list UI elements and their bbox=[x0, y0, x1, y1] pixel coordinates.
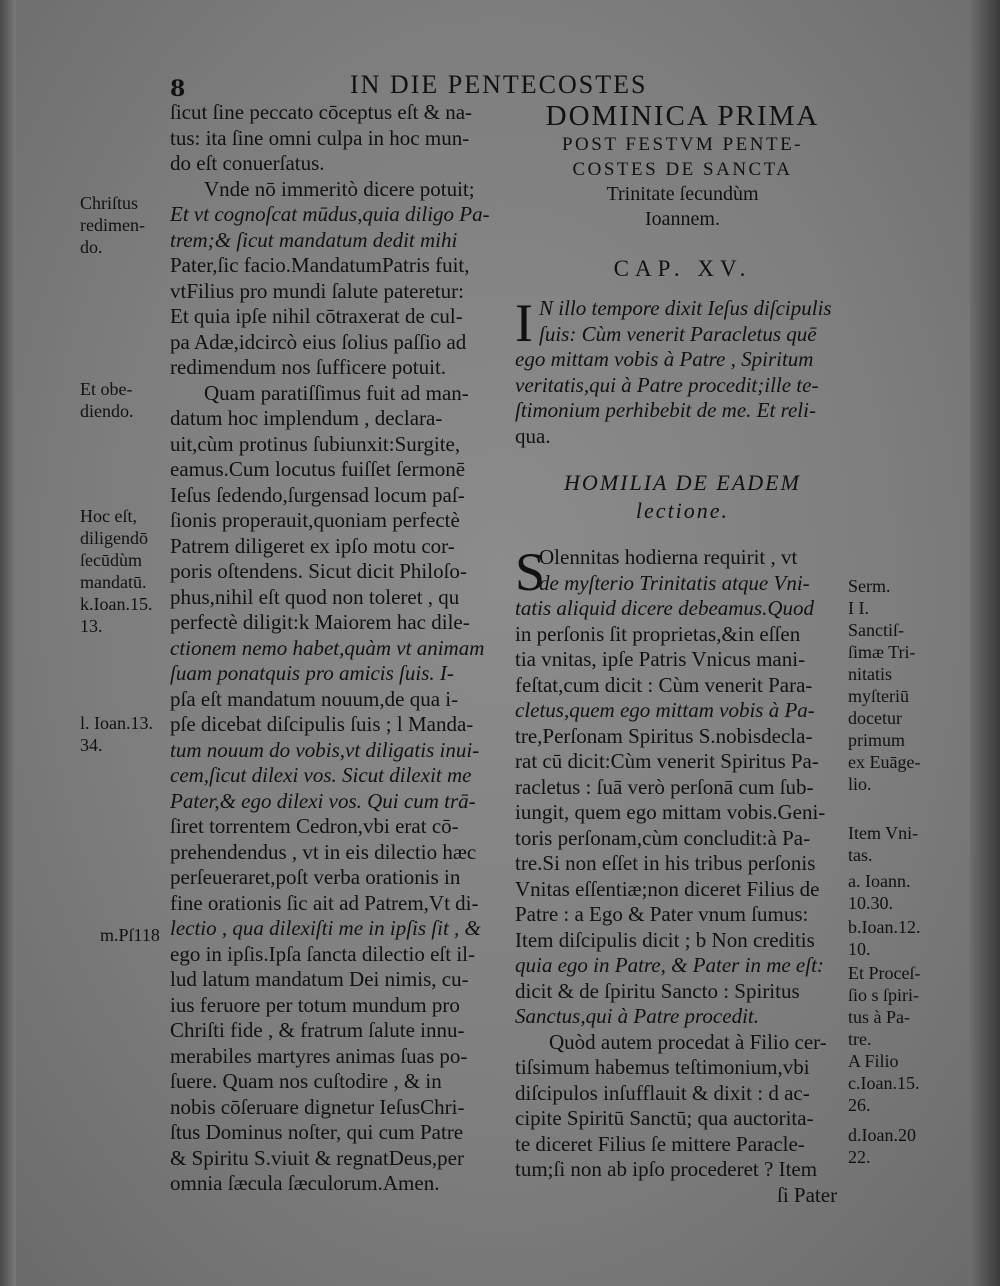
section-subtitle: Ioannem. bbox=[645, 208, 720, 230]
margin-note bbox=[80, 505, 168, 637]
homily-heading: HOMILIA DE EADEM bbox=[564, 470, 801, 495]
text-line: Vnde nō immeritò dicere potuit; bbox=[204, 176, 475, 201]
margin-note bbox=[848, 962, 958, 1050]
text-line: ego mittam vobis à Patre , Spiritum bbox=[515, 347, 814, 371]
margin-note-line: ſecūdùm bbox=[80, 550, 142, 570]
text-line: tum nouum do vobis,vt diligatis inui- bbox=[170, 737, 480, 762]
margin-note-line: Chriſtus bbox=[80, 193, 139, 213]
margin-note-line: Serm. bbox=[848, 576, 891, 596]
homily-text bbox=[515, 542, 850, 1208]
text-line: Quam paratiſſimus fuit ad man- bbox=[204, 380, 469, 405]
drop-cap-letter: S bbox=[515, 542, 546, 602]
text-line: Sanctus,qui à Patre procedit. bbox=[515, 1004, 759, 1028]
margin-note bbox=[848, 575, 958, 795]
text-line: datum hoc implendum , declara- bbox=[170, 406, 443, 430]
margin-note-line: Et obe- bbox=[80, 379, 133, 399]
homily-heading: lectione. bbox=[635, 498, 730, 523]
text-line: redimendum nos ſufficere potuit. bbox=[170, 355, 447, 379]
text-line: perſeueraret,poſt verba orationis in bbox=[170, 865, 461, 889]
text-line: & Spiritu S.viuit & regnatDeus,per bbox=[170, 1145, 464, 1170]
text-line: ſicut ſine peccato cōceptus eſt & na- bbox=[170, 100, 473, 124]
margin-note-line: m.Pſ118 bbox=[100, 925, 160, 945]
text-line: tatis aliquid dicere debeamus.Quod bbox=[515, 596, 815, 620]
margin-note-line: myſteriū bbox=[848, 686, 909, 706]
margin-note-line: 10.30. bbox=[848, 893, 893, 913]
text-line: tus: ita ſine omni culpa in hoc mun- bbox=[170, 125, 470, 150]
text-line: tum;ſi non ab ipſo procederet ? Item bbox=[515, 1157, 818, 1181]
margin-note-line: diligendō bbox=[80, 528, 148, 548]
text-line: omnia ſæcula ſæculorum.Amen. bbox=[170, 1171, 440, 1195]
margin-note-line: 34. bbox=[80, 735, 103, 755]
text-line: qua. bbox=[515, 423, 551, 448]
right-text-column bbox=[515, 100, 850, 1208]
margin-note bbox=[848, 1124, 958, 1168]
margin-note-line: mandatū. bbox=[80, 572, 147, 592]
text-line: pa Adæ,idcircò eius ſolius paſſio ad bbox=[170, 329, 467, 354]
text-line: tiſsimum habemus teſtimonium,vbi bbox=[515, 1055, 810, 1079]
margin-note bbox=[100, 924, 188, 946]
section-title: DOMINICA PRIMA bbox=[545, 100, 820, 132]
text-line: fine orationis ſic ait ad Patrem,Vt di- bbox=[170, 890, 479, 915]
text-line: cletus,quem ego mittam vobis à Pa- bbox=[515, 698, 815, 722]
text-line: poris oſtendens. Sicut dicit Philoſo- bbox=[170, 559, 467, 583]
margin-note-line: A Filio bbox=[848, 1051, 899, 1071]
margin-note-line: a. Ioann. bbox=[848, 871, 911, 891]
margin-note-line: d.Ioan.20 bbox=[848, 1125, 916, 1145]
margin-note-line: c.Ioan.15. bbox=[848, 1073, 920, 1093]
margin-note-line: tre. bbox=[848, 1029, 872, 1049]
text-line: ego in ipſis.Ipſa ſancta dilectio eſt il- bbox=[170, 941, 475, 966]
text-line: ſtus Dominus noſter, qui cum Patre bbox=[170, 1120, 464, 1144]
margin-note bbox=[848, 870, 958, 914]
text-line: Et vt cognoſcat mūdus,quia diligo Pa- bbox=[170, 202, 490, 226]
text-line: ſiret torrentem Cedron,vbi erat cō- bbox=[170, 814, 459, 838]
text-line: vtFilius pro mundi ſalute pateretur: bbox=[170, 278, 464, 303]
margin-note bbox=[80, 192, 168, 258]
text-line: ctionem nemo habet,quàm vt animam bbox=[170, 635, 485, 660]
text-line: tia vnitas, ipſe Patris Vnicus mani- bbox=[515, 647, 806, 671]
text-line: lud latum mandatum Dei nimis, cu- bbox=[170, 967, 469, 991]
text-line: de myſterio Trinitatis atque Vni- bbox=[539, 570, 810, 595]
text-line: tre.Si non eſſet in his tribus perſonis bbox=[515, 851, 816, 875]
text-line: quia ego in Patre, & Pater in me eſt: bbox=[515, 953, 824, 977]
text-line: ſuere. Quam nos cuſtodire , & in bbox=[170, 1069, 442, 1093]
text-line: Quòd autem procedat à Filio cer- bbox=[549, 1029, 827, 1054]
margin-note-line: tus à Pa- bbox=[848, 1007, 910, 1027]
text-line: Item diſcipulis dicit ; b Non creditis bbox=[515, 927, 815, 952]
text-line: ſuis: Cùm venerit Paracletus quē bbox=[539, 321, 817, 346]
margin-note-line: primum bbox=[848, 730, 905, 750]
margin-note-line: do. bbox=[80, 237, 103, 257]
margin-note-line: Item Vni- bbox=[848, 823, 919, 843]
margin-note-line: lio. bbox=[848, 774, 872, 794]
margin-note-line: Hoc eſt, bbox=[80, 506, 137, 526]
text-line: Pater,ſic facio.MandatumPatris fuit, bbox=[170, 253, 470, 277]
margin-note-line: Sanctiſ- bbox=[848, 620, 904, 640]
margin-note-line: docetur bbox=[848, 708, 902, 728]
catchword: ſi Pater bbox=[777, 1182, 838, 1207]
text-line: prehendendus , vt in eis dilectio hæc bbox=[170, 839, 477, 864]
text-line: te diceret Filius ſe mittere Paracle- bbox=[515, 1131, 805, 1156]
margin-note bbox=[80, 378, 168, 422]
page-gutter-shadow bbox=[0, 0, 16, 1286]
margin-note-line: redimen- bbox=[80, 215, 145, 235]
text-line: merabiles martyres animas ſuas po- bbox=[170, 1043, 468, 1068]
margin-note-line: ſio s ſpiri- bbox=[848, 985, 919, 1005]
text-line: tre,Perſonam Spiritus S.nobisdecla- bbox=[515, 723, 813, 748]
text-line: Vnitas eſſentiæ;non diceret Filius de bbox=[515, 876, 820, 901]
margin-note-line: 13. bbox=[80, 616, 103, 636]
text-line: N illo tempore dixit Ieſus diſcipulis bbox=[539, 296, 832, 320]
text-line: Et quia ipſe nihil cōtraxerat de cul- bbox=[170, 304, 463, 328]
section-subtitle: POST FESTVM PENTE- bbox=[561, 134, 803, 155]
gospel-passage bbox=[515, 293, 850, 449]
margin-note-line: l. Ioan.13. bbox=[80, 713, 153, 733]
margin-note-line: Et Proceſ- bbox=[848, 963, 921, 983]
margin-note-line: 22. bbox=[848, 1147, 871, 1167]
text-line: ſionis properauit,quoniam perfectè bbox=[170, 508, 460, 532]
text-line: Ieſus ſedendo,ſurgensad locum paſ- bbox=[170, 482, 465, 507]
text-line: cipite Spiritū Sanctū; qua auctorita- bbox=[515, 1106, 814, 1130]
section-subtitle: COSTES DE SANCTA bbox=[572, 159, 793, 180]
text-line: phus,nihil eſt quod non toleret , qu bbox=[170, 584, 460, 609]
margin-note-line: k.Ioan.15. bbox=[80, 594, 153, 614]
text-line: Pater,& ego dilexi vos. Qui cum trā- bbox=[170, 788, 476, 813]
text-line: in perſonis ſit proprietas,&in eſſen bbox=[515, 621, 801, 646]
margin-note bbox=[848, 1050, 958, 1116]
text-line: dicit & de ſpiritu Sancto : Spiritus bbox=[515, 978, 800, 1003]
text-line: Patre : a Ego & Pater vnum ſumus: bbox=[515, 902, 809, 926]
text-line: trem;& ſicut mandatum dedit mihi bbox=[170, 227, 458, 252]
margin-note-line: I I. bbox=[848, 598, 869, 618]
text-line: lectio , qua dilexiſti me in ipſis ſit , & bbox=[170, 916, 481, 940]
running-title: IN DIE PENTECOSTES bbox=[350, 70, 648, 99]
text-line: rat cū dicit:Cùm venerit Spiritus Pa- bbox=[515, 749, 819, 773]
text-line: Chriſti fide , & fratrum ſalute innu- bbox=[170, 1018, 465, 1042]
text-line: feſtat,cum dicit : Cùm venerit Para- bbox=[515, 672, 813, 697]
drop-cap-letter: I bbox=[515, 293, 533, 353]
text-line: Patrem diligeret ex ipſo motu cor- bbox=[170, 533, 455, 558]
margin-note bbox=[80, 712, 168, 756]
text-line: eamus.Cum locutus fuiſſet ſermonē bbox=[170, 457, 466, 481]
margin-note bbox=[848, 916, 958, 960]
text-line: pſa eſt mandatum nouum,de qua i- bbox=[170, 686, 459, 711]
text-line: do eſt conuerſatus. bbox=[170, 151, 325, 175]
text-line: perfectè diligit:k Maiorem hac dile- bbox=[170, 610, 470, 634]
margin-note-line: ex Euāge- bbox=[848, 752, 921, 772]
margin-note-line: 26. bbox=[848, 1095, 871, 1115]
section-subtitle: Trinitate ſecundùm bbox=[606, 183, 759, 205]
text-line: Olennitas hodierna requirit , vt bbox=[539, 545, 798, 569]
margin-note-line: nitatis bbox=[848, 664, 892, 684]
text-line: ſuam ponatquis pro amicis ſuis. I- bbox=[170, 661, 454, 685]
text-line: uit,cùm protinus ſubiunxit:Surgite, bbox=[170, 431, 461, 456]
margin-note-line: diendo. bbox=[80, 401, 134, 421]
text-line: ſtimonium perhibebit de me. Et reli- bbox=[515, 398, 816, 422]
margin-note-line: ſimæ Tri- bbox=[848, 642, 916, 662]
left-text-column bbox=[170, 100, 510, 1197]
margin-note-line: 10. bbox=[848, 939, 871, 959]
text-line: racletus : ſuā verò perſonā cum ſub- bbox=[515, 774, 814, 799]
text-line: cem,ſicut dilexi vos. Sicut dilexit me bbox=[170, 763, 472, 787]
margin-note-line: tas. bbox=[848, 845, 873, 865]
margin-note-line: b.Ioan.12. bbox=[848, 917, 921, 937]
text-line: nobis cōſeruare dignetur IeſusChri- bbox=[170, 1094, 465, 1119]
text-line: diſcipulos inſufflauit & dixit : d ac- bbox=[515, 1080, 810, 1105]
margin-note bbox=[848, 822, 958, 866]
text-line: veritatis,qui à Patre procedit;ille te- bbox=[515, 372, 819, 397]
text-line: iungit, quem ego mittam vobis.Geni- bbox=[515, 800, 826, 824]
text-line: toris perſonam,cùm concludit:à Pa- bbox=[515, 825, 811, 850]
chapter-heading: CAP. XV. bbox=[613, 256, 752, 281]
page-edge-shadow bbox=[970, 0, 1000, 1286]
text-line: ius feruore per totum mundum pro bbox=[170, 992, 460, 1017]
text-line: pſe dicebat diſcipulis ſuis ; l Manda- bbox=[170, 712, 474, 736]
page-number: 8 bbox=[170, 76, 186, 102]
